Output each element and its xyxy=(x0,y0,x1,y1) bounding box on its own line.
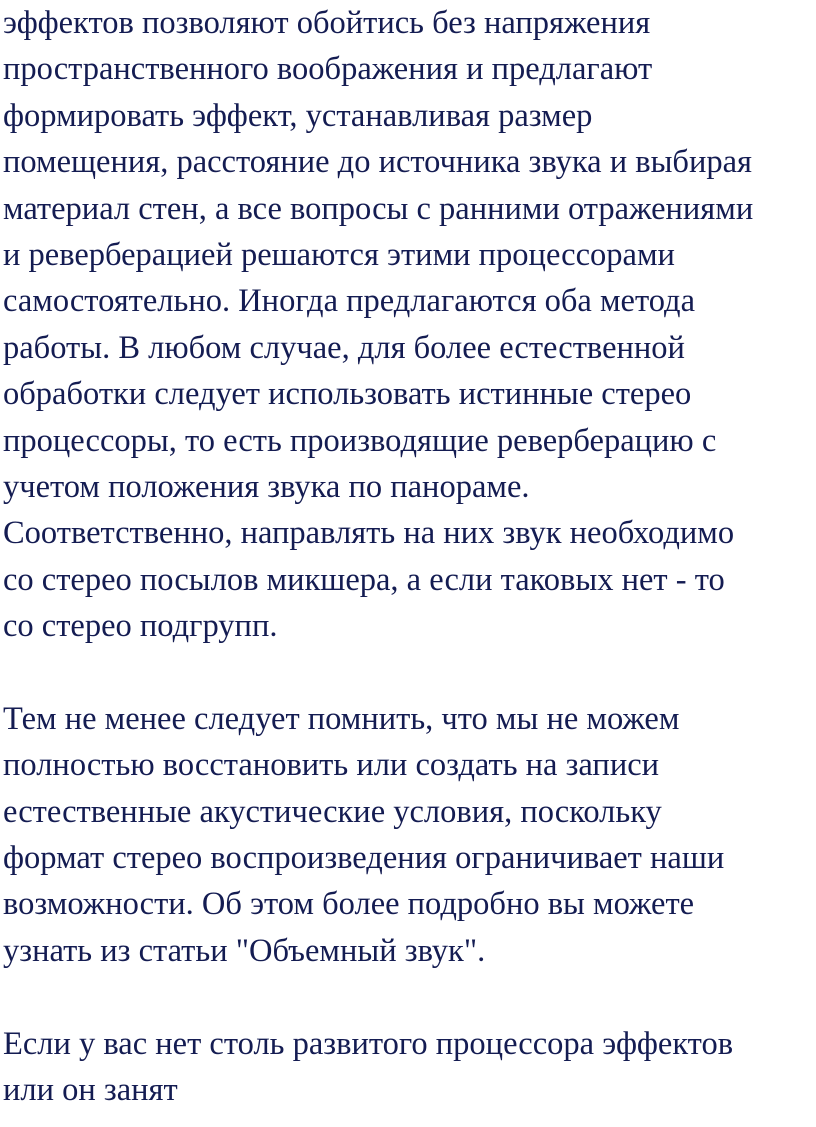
text-line: или он занят xyxy=(3,1071,178,1108)
text-line: обработки следует использовать истинные стерео xyxy=(3,376,692,413)
paragraph-spacer xyxy=(3,649,816,695)
paragraph-spacer xyxy=(3,974,816,1020)
text-line: пространственного воображения и предлагают xyxy=(3,51,653,88)
paragraph-1 xyxy=(3,0,816,649)
text-line: возможности. Об этом более подробно вы можете xyxy=(3,886,695,923)
text-line: и реверберацией решаются этими процессорами xyxy=(3,236,675,273)
text-line: работы. В любом случае, для более естественной xyxy=(3,329,685,366)
text-line: со стерео подгрупп. xyxy=(3,608,278,645)
text-line: Тем не менее следует помнить, что мы не можем xyxy=(3,700,680,737)
text-line: узнать из статьи "Объемный звук". xyxy=(3,932,486,969)
paragraph-3 xyxy=(3,1021,816,1114)
paragraph-2 xyxy=(3,696,816,974)
text-line: Соответственно, направлять на них звук необходимо xyxy=(3,515,735,552)
text-line: самостоятельно. Иногда предлагаются оба метода xyxy=(3,283,696,320)
text-line: процессоры, то есть производящие реверберацию с xyxy=(3,422,717,459)
text-line: со стерео посылов микшера, а если таковых нет - то xyxy=(3,561,725,598)
text-line: учетом положения звука по панораме. xyxy=(3,468,530,505)
text-line: Если у вас нет столь развитого процессора эффектов xyxy=(3,1025,734,1062)
text-line: материал стен, а все вопросы с ранними отражениями xyxy=(3,190,754,227)
text-line: эффектов позволяют обойтись без напряжения xyxy=(3,5,651,41)
text-line: естественные акустические условия, поскольку xyxy=(3,793,662,830)
text-line: формат стерео воспроизведения ограничивает наши xyxy=(3,840,725,877)
text-line: полностью восстановить или создать на записи xyxy=(3,747,660,784)
text-line: формировать эффект, устанавливая размер xyxy=(3,97,593,134)
text-line: помещения, расстояние до источника звука и выбирая xyxy=(3,144,752,181)
